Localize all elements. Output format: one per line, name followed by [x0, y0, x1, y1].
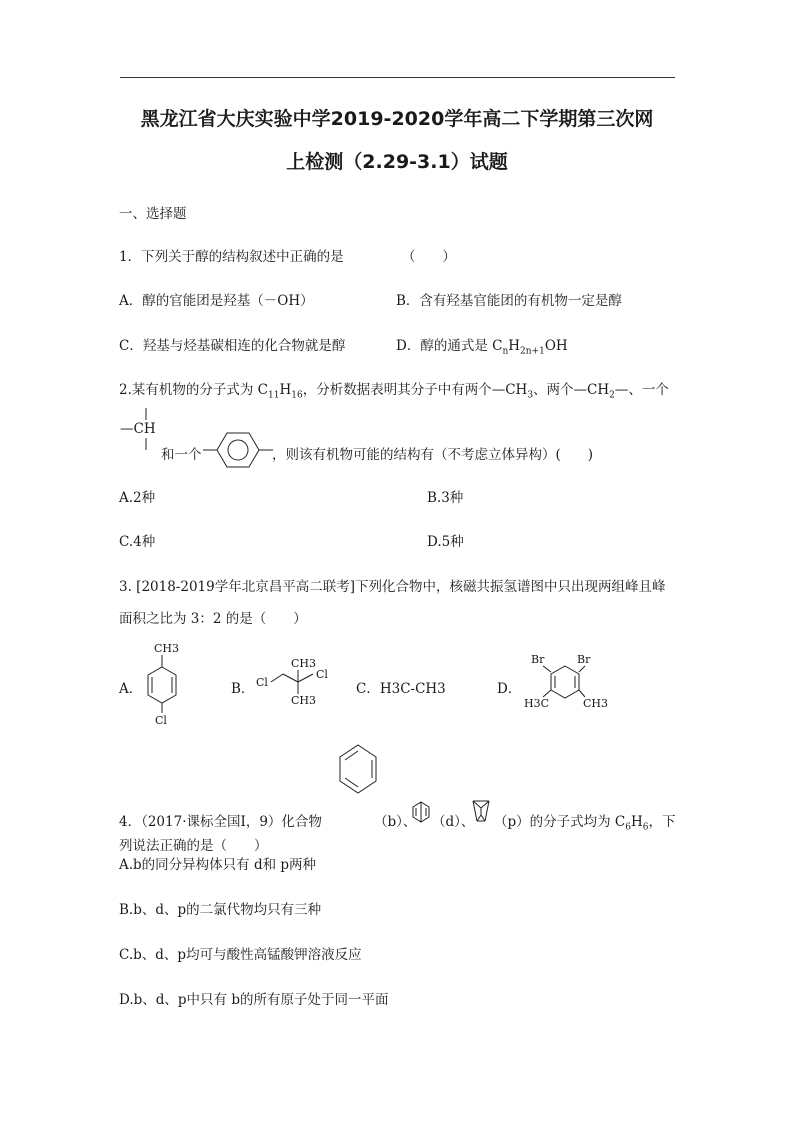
b-ch3-bottom-label: CH3 — [291, 694, 317, 707]
q3-b-dichloro-structure — [256, 656, 348, 706]
dewar-benzene-d-structure — [410, 800, 432, 826]
q1-option-c: C．羟基与烃基碳相连的化合物就是醇 — [119, 338, 346, 354]
a-ch3-label: CH3 — [154, 642, 180, 655]
q4-stem-line-2: 列说法正确的是（ ） — [119, 838, 268, 854]
q1-stem-text: 1．下列关于醇的结构叙述中正确的是 — [119, 249, 344, 265]
prismane-p-structure — [470, 797, 492, 827]
a-cl-label: Cl — [155, 714, 167, 727]
q2-option-c: C.4种 — [119, 534, 156, 550]
d-br-right-label: Br — [577, 653, 591, 666]
q4-stem-prefix: 4．（2017·课标全国Ⅰ，9）化合物 — [119, 814, 322, 830]
q3-d-dibromoxylene-structure — [521, 650, 611, 712]
q3-option-d-label: D． — [497, 681, 522, 697]
b-cl-right-label: Cl — [316, 668, 328, 681]
d-ch3-label: CH3 — [583, 697, 609, 710]
q1-option-d: D．醇的通式是 $C_nH_{2n+1}OH$ — [396, 338, 568, 357]
d-br-left-label: Br — [531, 653, 545, 666]
q3-stem-line-1: 3. [2018-2019学年北京昌平高二联考]下列化合物中，核磁共振氢谱图中只出现两组峰且峰 — [119, 579, 666, 595]
b-ch3-top-label: CH3 — [291, 657, 317, 670]
q2-option-b: B.3种 — [427, 490, 464, 506]
ch-group-label: —CH — [120, 421, 156, 437]
title-line-2: 上检测（2.29-3.1）试题 — [286, 151, 508, 173]
q4-option-c: C.b、d、p均可与酸性高锰酸钾溶液反应 — [119, 947, 362, 963]
section-heading: 一、选择题 — [119, 206, 187, 222]
q1-answer-blank: （ ） — [401, 249, 456, 265]
q2-option-d: D.5种 — [427, 534, 464, 550]
q2-stem-rest: ，则该有机物可能的结构有（不考虑立体异构）( ) — [272, 447, 594, 463]
q3-option-a-label: A． — [119, 681, 143, 697]
q4-d-tag: （d）、 — [432, 814, 475, 830]
benzene-b-structure — [336, 741, 380, 801]
d-h3c-label: H3C — [524, 697, 550, 710]
header-rule — [120, 77, 675, 78]
q4-option-d: D.b、d、p中只有 b的所有原子处于同一平面 — [119, 992, 389, 1008]
q2-stem: 2.某有机物的分子式为 $C_{11}H_{16}$，分析数据表明其分子中有两个$—CH_3$、两个$—CH_2—$、一个 — [119, 382, 669, 401]
q2-and-one: 和一个 — [161, 447, 202, 463]
q4-option-a: A.b的同分异构体只有 d和 p两种 — [119, 857, 317, 873]
q1-stem — [119, 245, 456, 265]
q2-option-a: A.2种 — [119, 490, 156, 506]
q3-a-chlorotoluene-structure — [140, 640, 184, 728]
b-cl-left-label: Cl — [256, 676, 268, 689]
q1-option-b: B．含有羟基官能团的有机物一定是醇 — [396, 293, 622, 309]
q3-option-b-label: B． — [231, 681, 255, 697]
q3-option-c: C．H3C-CH3 — [356, 681, 446, 697]
title-line-1: 黑龙江省大庆实验中学2019-2020学年高二下学期第三次网 — [140, 108, 654, 130]
q4-stem-formula: （p）的分子式均为 $C_6H_6$，下 — [494, 814, 676, 833]
q4-b-tag: （b）、 — [374, 814, 417, 830]
q3-stem-line-2: 面积之比为 3：2 的是（ ） — [119, 611, 307, 627]
q1-option-a: A．醇的官能团是羟基（－OH） — [119, 293, 314, 309]
q4-option-b: B.b、d、p的二氯代物均只有三种 — [119, 902, 322, 918]
para-phenylene-structure — [203, 428, 275, 472]
